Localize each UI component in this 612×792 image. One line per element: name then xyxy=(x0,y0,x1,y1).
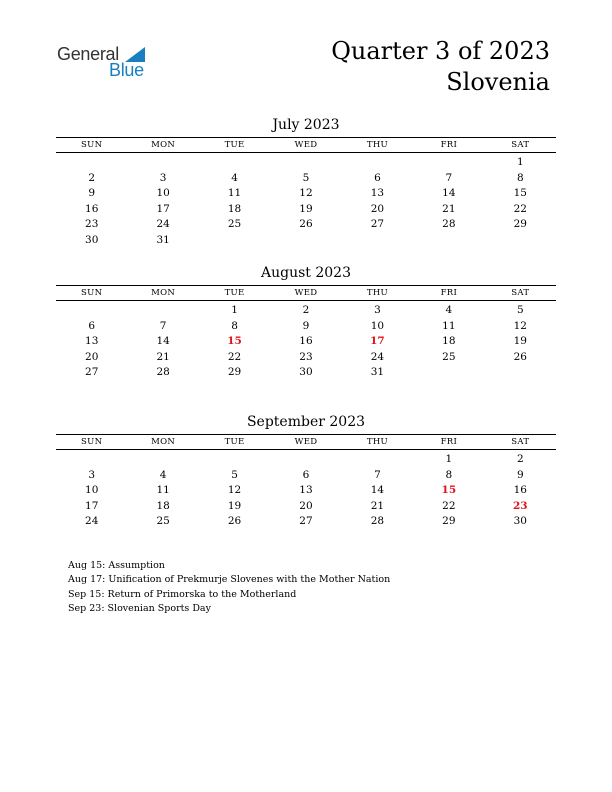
month-august xyxy=(56,264,556,381)
weekday-label: WED xyxy=(294,140,318,150)
day-cell: 2 xyxy=(88,171,96,184)
empty-day-cell xyxy=(342,452,413,468)
holiday-note: Aug 17: Unification of Prekmurje Slovenes with the Mother Nation xyxy=(68,574,391,586)
day-cell: 5 xyxy=(302,171,310,184)
day-cell: 26 xyxy=(227,515,242,528)
day-cell: 7 xyxy=(159,319,167,332)
holiday-notes xyxy=(68,559,390,617)
day-cell: 16 xyxy=(513,484,527,497)
day-cell: 13 xyxy=(299,484,313,497)
day-cell: 22 xyxy=(442,499,456,512)
general-blue-logo xyxy=(57,44,157,80)
day-cell: 24 xyxy=(156,218,170,231)
day-cell: 4 xyxy=(159,468,167,481)
day-cell: 8 xyxy=(516,171,524,184)
month-title: September 2023 xyxy=(246,414,366,430)
holiday-note: Sep 23: Slovenian Sports Day xyxy=(68,603,211,615)
weekday-label: SUN xyxy=(81,288,103,298)
day-cell: 8 xyxy=(231,319,238,332)
logo-text-blue: Blue xyxy=(109,60,144,80)
day-cell: 6 xyxy=(374,171,381,184)
day-cell: 21 xyxy=(370,499,385,512)
empty-day-cell xyxy=(56,303,127,319)
weekday-label: WED xyxy=(294,437,318,447)
day-cell: 12 xyxy=(299,187,313,200)
weekday-label: SAT xyxy=(511,288,530,298)
day-cell: 6 xyxy=(302,468,310,481)
weekday-header xyxy=(56,285,556,301)
empty-day-cell xyxy=(56,452,127,468)
day-cell: 10 xyxy=(370,319,385,332)
day-cell: 2 xyxy=(516,453,524,465)
weekday-header xyxy=(56,434,556,450)
day-cell: 20 xyxy=(85,350,99,363)
empty-day-cell xyxy=(413,155,484,171)
day-cell: 5 xyxy=(231,468,238,481)
holiday-day-cell: 23 xyxy=(512,499,528,512)
day-cell: 18 xyxy=(442,335,456,348)
day-cell: 22 xyxy=(513,202,527,215)
holiday-day-cell: 15 xyxy=(227,335,242,348)
month-title: July 2023 xyxy=(272,117,340,133)
day-cell: 7 xyxy=(445,171,453,184)
day-cell: 17 xyxy=(156,202,170,215)
weekday-label: SAT xyxy=(511,437,530,447)
day-cell: 18 xyxy=(227,202,242,215)
day-cell: 5 xyxy=(516,304,524,316)
day-cell: 31 xyxy=(156,233,170,246)
holiday-day-cell: 15 xyxy=(441,484,457,497)
day-cell: 29 xyxy=(227,366,242,379)
day-cell: 26 xyxy=(513,350,527,363)
day-cell: 20 xyxy=(299,499,313,512)
day-cell: 30 xyxy=(513,515,527,528)
day-cell: 3 xyxy=(88,468,96,481)
empty-day-cell xyxy=(342,155,413,171)
day-cell: 3 xyxy=(374,304,381,316)
day-cell: 29 xyxy=(442,515,456,528)
day-cell: 25 xyxy=(442,350,456,363)
empty-day-cell xyxy=(127,155,198,171)
weekday-label: SUN xyxy=(81,140,103,150)
holiday-note: Sep 15: Return of Primorska to the Motherland xyxy=(68,588,297,600)
day-cell: 25 xyxy=(227,218,242,231)
day-cell: 12 xyxy=(513,319,527,332)
month-title: August 2023 xyxy=(261,265,351,281)
day-cell: 10 xyxy=(85,484,99,497)
weekday-label: MON xyxy=(151,140,176,150)
day-cell: 11 xyxy=(442,319,456,332)
empty-day-cell xyxy=(199,155,270,171)
day-cell: 28 xyxy=(156,366,170,379)
day-cell: 24 xyxy=(370,350,385,363)
day-cell: 21 xyxy=(156,350,170,363)
day-grid xyxy=(56,450,556,530)
weekday-label: SAT xyxy=(511,140,530,150)
day-cell: 7 xyxy=(374,468,381,481)
day-cell: 18 xyxy=(156,499,170,512)
page-title xyxy=(331,36,550,98)
day-cell: 2 xyxy=(302,304,310,316)
day-cell: 13 xyxy=(85,335,99,348)
day-cell: 12 xyxy=(227,484,242,497)
day-cell: 19 xyxy=(227,499,242,512)
day-grid xyxy=(56,153,556,249)
empty-day-cell xyxy=(127,303,198,319)
month-september xyxy=(56,413,556,530)
day-cell: 11 xyxy=(156,484,170,497)
day-cell: 24 xyxy=(85,515,99,528)
title-country: Slovenia xyxy=(446,68,550,96)
day-cell: 25 xyxy=(156,515,170,528)
empty-day-cell xyxy=(270,155,341,171)
empty-day-cell xyxy=(127,452,198,468)
day-cell: 31 xyxy=(370,366,385,379)
day-cell: 10 xyxy=(156,187,170,200)
day-cell: 13 xyxy=(370,187,385,200)
title-quarter: Quarter 3 of 2023 xyxy=(331,37,550,65)
day-cell: 4 xyxy=(445,304,453,316)
weekday-label: TUE xyxy=(224,140,245,150)
weekday-label: FRI xyxy=(440,437,458,447)
weekday-label: FRI xyxy=(440,288,458,298)
day-cell: 9 xyxy=(88,187,96,200)
day-cell: 4 xyxy=(231,171,238,184)
day-grid xyxy=(56,301,556,381)
day-cell: 20 xyxy=(370,202,385,215)
day-cell: 16 xyxy=(299,335,313,348)
day-cell: 1 xyxy=(516,156,524,168)
empty-day-cell xyxy=(56,155,127,171)
day-cell: 27 xyxy=(370,218,385,231)
day-cell: 19 xyxy=(299,202,313,215)
day-cell: 17 xyxy=(85,499,99,512)
day-cell: 29 xyxy=(513,218,527,231)
weekday-label: WED xyxy=(294,288,318,298)
day-cell: 9 xyxy=(516,468,524,481)
month-july xyxy=(56,116,556,249)
weekday-label: THU xyxy=(366,437,388,447)
empty-day-cell xyxy=(270,452,341,468)
day-cell: 14 xyxy=(370,484,385,497)
day-cell: 1 xyxy=(445,453,453,465)
weekday-label: MON xyxy=(151,437,176,447)
weekday-label: SUN xyxy=(81,437,103,447)
day-cell: 26 xyxy=(299,218,313,231)
holiday-note: Aug 15: Assumption xyxy=(68,560,165,571)
day-cell: 15 xyxy=(513,187,527,200)
holiday-day-cell: 17 xyxy=(370,335,385,348)
weekday-label: MON xyxy=(151,288,176,298)
day-cell: 22 xyxy=(227,350,242,363)
weekday-label: THU xyxy=(366,140,388,150)
day-cell: 16 xyxy=(85,202,99,215)
day-cell: 1 xyxy=(231,304,238,316)
weekday-label: TUE xyxy=(224,437,245,447)
logo-text-general: General xyxy=(57,44,119,64)
day-cell: 6 xyxy=(88,319,96,332)
day-cell: 21 xyxy=(442,202,456,215)
weekday-label: FRI xyxy=(440,140,458,150)
day-cell: 9 xyxy=(302,319,310,332)
day-cell: 3 xyxy=(159,171,167,184)
day-cell: 14 xyxy=(442,187,456,200)
day-cell: 14 xyxy=(156,335,170,348)
weekday-label: THU xyxy=(366,288,388,298)
day-cell: 27 xyxy=(299,515,313,528)
day-cell: 19 xyxy=(513,335,527,348)
weekday-header xyxy=(56,137,556,153)
weekday-label: TUE xyxy=(224,288,245,298)
day-cell: 28 xyxy=(370,515,385,528)
empty-day-cell xyxy=(199,452,270,468)
day-cell: 30 xyxy=(85,233,99,246)
day-cell: 8 xyxy=(445,468,453,481)
day-cell: 27 xyxy=(85,366,99,379)
day-cell: 28 xyxy=(442,218,456,231)
day-cell: 23 xyxy=(299,350,313,363)
day-cell: 30 xyxy=(299,366,313,379)
day-cell: 23 xyxy=(85,218,99,231)
day-cell: 11 xyxy=(227,187,242,200)
